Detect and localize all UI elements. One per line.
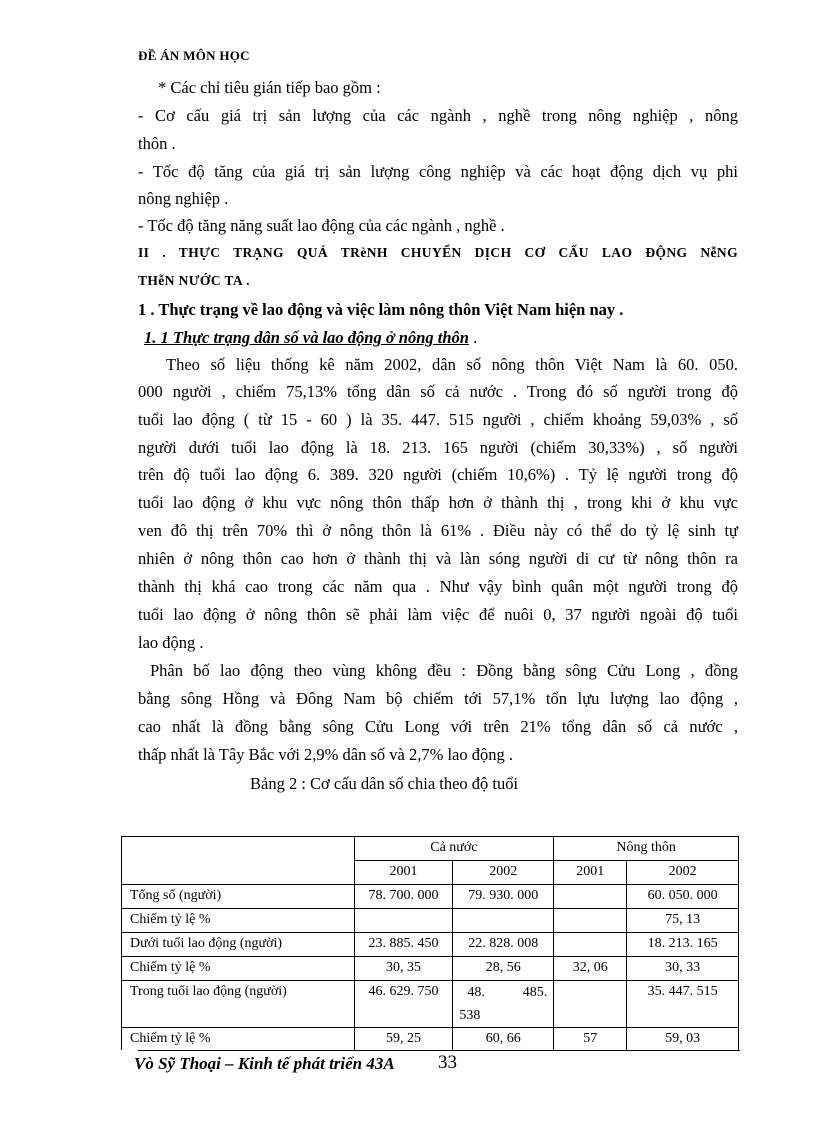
table-row [122, 957, 739, 981]
table-cell [354, 909, 453, 933]
column-group-header: Nông thôn [554, 837, 739, 861]
table-cell: 30, 33 [627, 957, 739, 981]
paragraph-line: bằng sông Hồng và Đông Nam bộ chiếm tới 57,1% tổn lựu lượng lao động , [138, 689, 738, 708]
row-label: Tổng số (người) [122, 885, 355, 909]
table-row [122, 885, 739, 909]
table-cell: 75, 13 [627, 909, 739, 933]
paragraph-line: tuổi lao động ở nông thôn sẽ phải làm việc để nuôi 0, 37 người ngoài độ tuổi [138, 605, 738, 624]
table-cell-wrapped [453, 981, 554, 1028]
text-line: thôn . [138, 134, 176, 153]
paragraph-line: Theo số liệu thống kê năm 2002, dân số nông thôn Việt Nam là 60. 050. [166, 355, 738, 374]
paragraph-line: nhiên ở nông thôn cao hơn ở thành thị và làn sóng người di cư từ nông thôn ra [138, 549, 738, 568]
column-header: 2002 [627, 861, 739, 885]
page-footer: Vò Sỹ Thoại – Kinh tế phát triển 43A [134, 1054, 395, 1073]
cell-part: 48. [467, 985, 485, 1000]
table-cell: 60, 66 [453, 1028, 554, 1052]
paragraph-line: người dưới tuổi lao động là 18. 213. 165 người (chiếm 30,33%) , số người [138, 438, 738, 457]
table-cell: 35. 447. 515 [627, 981, 739, 1028]
table-caption: Bảng 2 : Cơ cấu dân số chia theo độ tuổi [250, 774, 519, 793]
table-corner-cell [122, 837, 355, 885]
table-cell: 78. 700. 000 [354, 885, 453, 909]
table-cell: 32, 06 [554, 957, 627, 981]
table-cell: 79. 930. 000 [453, 885, 554, 909]
table-cell: 59, 03 [627, 1028, 739, 1052]
table-cell: 46. 629. 750 [354, 981, 453, 1028]
table-cell: 30, 35 [354, 957, 453, 981]
table-cell: 28, 56 [453, 957, 554, 981]
table-header-row [122, 837, 739, 861]
subsection-heading: 1 . Thực trạng về lao động và việc làm nông thôn Việt Nam hiện nay . [138, 300, 624, 319]
table-row [122, 909, 739, 933]
paragraph-line: 000 người , chiếm 75,13% tổng dân số cả nước . Trong đó số người trong độ [138, 382, 738, 401]
text-line: - Tốc độ tăng năng suất lao động của các ngành , nghề . [138, 216, 505, 235]
cell-part: 538 [459, 1008, 481, 1023]
table-cell: 18. 213. 165 [627, 933, 739, 957]
cell-part: 485. [522, 985, 548, 1000]
table-cell [453, 909, 554, 933]
paragraph-line: cao nhất là đồng bằng sông Cửu Long với trên 21% tổng dân số cả nước , [138, 717, 738, 736]
table-row [122, 1028, 739, 1052]
table-cell [554, 981, 627, 1028]
table-cell: 22. 828. 008 [453, 933, 554, 957]
heading-text: 1. 1 Thực trạng dân số và lao động ở nông thôn [144, 328, 469, 347]
table-cell: 23. 885. 450 [354, 933, 453, 957]
paragraph-line: tuổi lao động ( từ 15 - 60 ) là 35. 447. 515 người , chiếm khoảng 59,03% , số [138, 410, 738, 429]
column-group-header: Cả nước [354, 837, 554, 861]
section-heading: II . THỰC TRẠNG QUÁ TRèNH CHUYỂN DỊCH CƠ CẤU LAO ĐỘNG NễNG [138, 245, 738, 260]
row-label: Chiếm tỷ lệ % [122, 909, 355, 933]
table-cell: 59, 25 [354, 1028, 453, 1052]
text-line: - Tốc độ tăng của giá trị sản lượng công nghiệp và các hoạt động dịch vụ phi [138, 162, 738, 181]
row-label: Chiếm tỷ lệ % [122, 957, 355, 981]
paragraph-line: trên độ tuổi lao động 6. 389. 320 người (chiếm 10,6%) . Tỷ lệ người trong độ [138, 465, 738, 484]
sub-subsection-heading [144, 328, 477, 348]
paragraph-line: thành thị khá cao trong các năm qua . Như vậy bình quân một người trong độ [138, 577, 738, 596]
table-row [122, 933, 739, 957]
bottom-margin [0, 1085, 816, 1123]
section-heading: THễN NƯỚC TA . [138, 273, 250, 288]
table-cell: 57 [554, 1028, 627, 1052]
column-header: 2002 [453, 861, 554, 885]
text-line: nông nghiệp . [138, 189, 229, 208]
paragraph-line: Phân bố lao động theo vùng không đều : Đồng bằng sông Cửu Long , đồng [150, 661, 738, 680]
paragraph-line: lao động . [138, 633, 204, 652]
column-header: 2001 [554, 861, 627, 885]
table-row [122, 981, 739, 1028]
heading-dot: . [468, 328, 478, 347]
text-line: - Cơ cấu giá trị sản lượng của các ngành , nghề trong nông nghiệp , nông [138, 106, 738, 125]
footer-rule [138, 1050, 740, 1051]
column-header: 2001 [354, 861, 453, 885]
paragraph-line: tuổi lao động ở khu vực nông thôn thấp hơn ở thành thị , trong khi ở khu vực [138, 493, 738, 512]
table-cell [554, 885, 627, 909]
table-cell [554, 909, 627, 933]
table-cell: 60. 050. 000 [627, 885, 739, 909]
text-line: * Các chỉ tiêu gián tiếp bao gồm : [158, 78, 381, 97]
table-cell [554, 933, 627, 957]
row-label: Dưới tuổi lao động (người) [122, 933, 355, 957]
page-number: 33 [438, 1052, 457, 1073]
row-label: Chiếm tỷ lệ % [122, 1028, 355, 1052]
population-table [121, 836, 739, 1052]
paragraph-line: thấp nhất là Tây Bắc với 2,9% dân số và 2,7% lao động . [138, 745, 514, 764]
paragraph-line: ven đô thị trên 70% thì ở nông thôn là 61% . Điều này có thể do tỷ lệ sinh tự [138, 521, 738, 540]
row-label: Trong tuổi lao động (người) [122, 981, 355, 1028]
page-header: ĐỀ ÁN MÔN HỌC [138, 48, 250, 63]
